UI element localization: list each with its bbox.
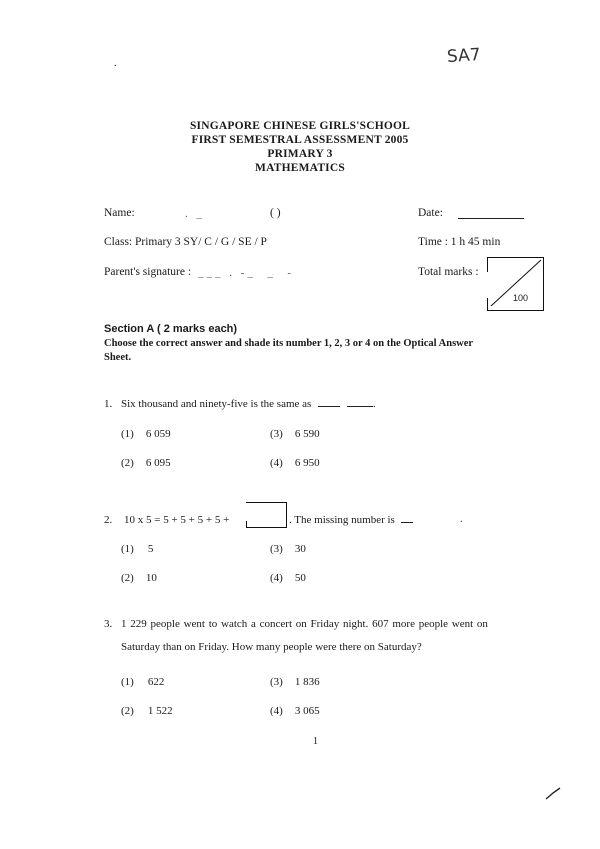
q3-option-3: (3) 1 836 (270, 676, 320, 688)
q2-option-2: (2) 10 (121, 572, 157, 584)
subject-title: MATHEMATICS (255, 162, 345, 174)
section-instruction-1: Choose the correct answer and shade its number 1, 2, 3 or 4 on the Optical Answer (104, 338, 474, 349)
total-marks-box (487, 257, 544, 311)
question-3-text-line-1: 1 229 people went to watch a concert on Friday night. 607 more people went on (121, 618, 488, 630)
q1-option-2: (2) 6 095 (121, 457, 171, 469)
assessment-title: FIRST SEMESTRAL ASSESSMENT 2005 (191, 134, 409, 146)
q2-option-1: (1) 5 (121, 543, 154, 555)
q1-option-1: (1) 6 059 (121, 428, 171, 440)
section-instruction-2: Sheet. (104, 352, 132, 363)
class-label: Class: Primary 3 SY/ C / G / SE / P (104, 236, 267, 248)
pen-mark (545, 786, 563, 800)
q3-option-4: (4) 3 065 (270, 705, 320, 717)
page-number: 1 (313, 736, 318, 747)
q3-option-1: (1) 622 (121, 676, 165, 688)
q3-option-2: (2) 1 522 (121, 705, 173, 717)
question-2-number: 2. (104, 514, 113, 526)
index-bracket: ( ) (270, 207, 281, 219)
name-blank: . _ (185, 208, 205, 220)
question-2-text-after: . The missing number is (289, 514, 413, 526)
question-1-number: 1. (104, 398, 113, 410)
section-title: Section A ( 2 marks each) (104, 323, 238, 335)
q1-option-3: (3) 6 590 (270, 428, 320, 440)
name-label: Name: (104, 207, 135, 219)
question-1-text: Six thousand and ninety-five is the same as . (121, 398, 376, 410)
date-label: Date: (418, 207, 443, 219)
parent-signature-label: Parent's signature : (104, 266, 192, 278)
q2-option-4: (4) 50 (270, 572, 306, 584)
corner-note: SA7 (446, 44, 482, 68)
question-2-text: 10 x 5 = 5 + 5 + 5 + 5 + (124, 514, 230, 526)
total-marks-label: Total marks : (418, 266, 479, 278)
speck: . (114, 58, 117, 69)
time-label: Time : 1 h 45 min (418, 236, 501, 248)
question-3-number: 3. (104, 618, 113, 630)
total-out-of: 100 (513, 293, 529, 303)
signature-blank: ___ . -_ _ - (198, 267, 295, 279)
speck: . (460, 514, 463, 525)
date-line (458, 218, 524, 219)
level-title: PRIMARY 3 (267, 148, 333, 160)
school-name: SINGAPORE CHINESE GIRLS'SCHOOL (189, 120, 411, 132)
missing-number-box (246, 502, 287, 528)
question-3-text-line-2: Saturday than on Friday. How many people were there on Saturday? (121, 641, 422, 653)
q1-option-4: (4) 6 950 (270, 457, 320, 469)
q2-option-3: (3) 30 (270, 543, 306, 555)
